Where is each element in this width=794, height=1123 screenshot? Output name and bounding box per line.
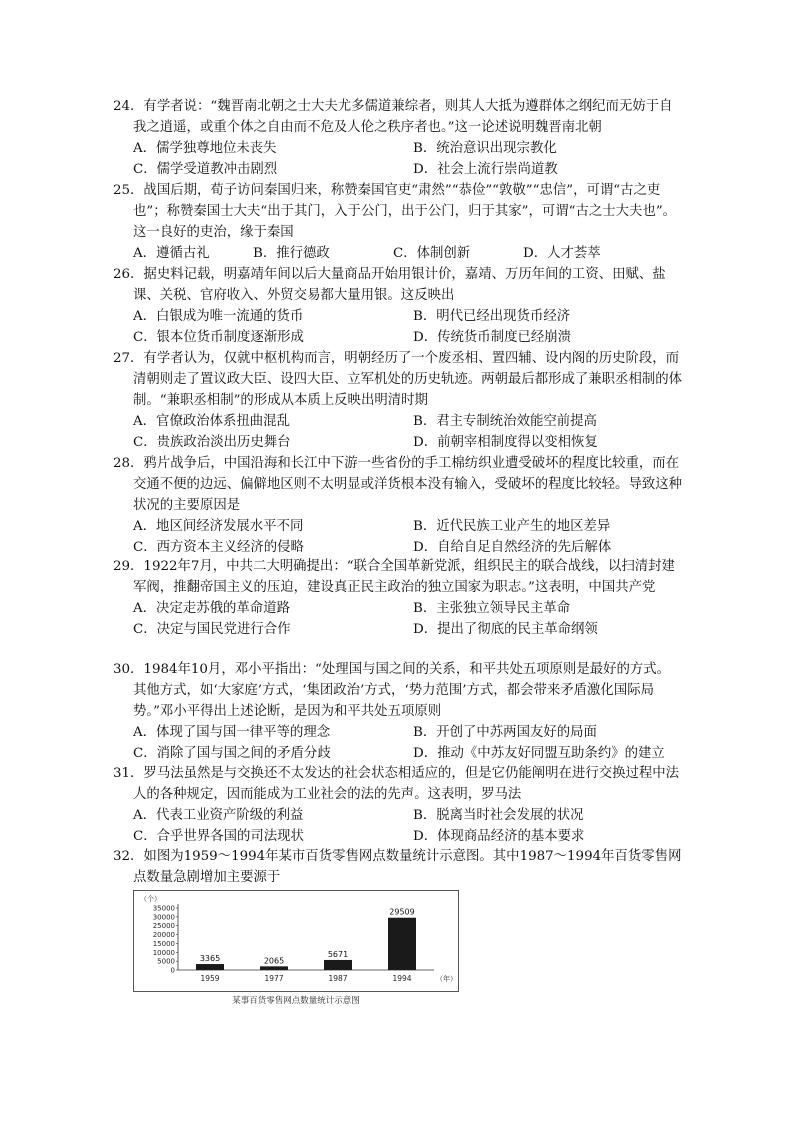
question-32 — [113, 846, 683, 888]
option-b[interactable]: B．君主专制统治效能空前提高 — [413, 414, 597, 429]
option-b[interactable]: B．开创了中苏两国友好的局面 — [413, 725, 597, 740]
option-a[interactable]: A．儒学独尊地位未丧失 — [133, 141, 277, 156]
y-tick-label: 10000 — [152, 948, 175, 957]
option-d[interactable]: D．社会上流行崇尚道教 — [413, 162, 558, 177]
question-27 — [113, 348, 683, 453]
options-row — [113, 411, 683, 432]
question-stem: 24．有学者说：“魏晋南北朝之士大夫尤多儒道兼综者，则其人大抵为遵群体之纲纪而无妨于自我之逍遥，或重个体之自由而不危及人伦之秩序者也。”这一论述说明魏晋南北朝 — [113, 99, 673, 135]
option-a[interactable]: A．地区间经济发展水平不同 — [133, 519, 304, 534]
y-tick-label: 25000 — [152, 922, 175, 931]
question-30 — [113, 659, 683, 764]
options-row — [113, 159, 683, 180]
x-axis-unit-label: （年） — [436, 975, 457, 983]
option-c[interactable]: C．银本位货币制度逐渐形成 — [133, 330, 304, 345]
option-c[interactable]: C．儒学受道教冲击剧烈 — [133, 162, 278, 177]
options-row — [113, 306, 683, 327]
x-tick-label: 1987 — [328, 974, 348, 983]
x-tick-label: 1994 — [392, 974, 412, 983]
option-d[interactable]: D．人才荟萃 — [523, 246, 601, 261]
question-25 — [113, 180, 683, 264]
bar — [324, 960, 352, 970]
question-stem: 30．1984年10月，邓小平指出：“处理国与国之间的关系，和平共处五项原则是最好的方式。其他方式，如‘大家庭’方式，‘集团政治’方式，‘势力范围’方式，都会带来矛盾激化国际局势。”邓小平得出上述论断，是因为和平共处五项原则 — [113, 662, 671, 719]
options-row — [113, 722, 683, 743]
bar — [388, 918, 416, 970]
bar — [260, 966, 288, 970]
retail-outlets-chart — [133, 890, 459, 1016]
options-row — [113, 598, 683, 619]
option-b[interactable]: B．推行德政 — [253, 246, 330, 261]
y-tick-label: 35000 — [152, 904, 175, 913]
question-stem: 27．有学者认为，仅就中枢机构而言，明朝经历了一个废丞相、置四辅、设内阁的历史阶段，而清朝则走了置议政大臣、设四大臣、立军机处的历史轨迹。两朝最后都形成了兼职丞相制的体制。“兼职丞相制”的形成从本质上反映出明清时期 — [113, 351, 683, 408]
chart-title: 某事百货零售网点数量统计示意图 — [232, 996, 360, 1006]
option-a[interactable]: A．官僚政治体系扭曲混乱 — [133, 414, 290, 429]
question-stem: 31．罗马法虽然是与交换还不太发达的社会状态相适应的，但是它仍能阐明在进行交换过程中法人的各种规定，因而能成为工业社会的法的先声。这表明，罗马法 — [113, 766, 680, 802]
x-tick-label: 1959 — [200, 974, 220, 983]
option-b[interactable]: B．脱离当时社会发展的状况 — [413, 808, 584, 823]
question-28 — [113, 453, 683, 558]
question-24 — [113, 96, 683, 180]
option-c[interactable]: C．消除了国与国之间的矛盾分歧 — [133, 746, 331, 761]
option-d[interactable]: D．体现商品经济的基本要求 — [413, 829, 585, 844]
option-b[interactable]: B．明代已经出现货币经济 — [413, 309, 571, 324]
option-d[interactable]: D．提出了彻底的民主革命纲领 — [413, 622, 598, 637]
option-d[interactable]: D．自给自足自然经济的先后解体 — [413, 540, 612, 555]
bar-chart-svg — [134, 891, 458, 991]
option-d[interactable]: D．推动《中苏友好同盟互助条约》的建立 — [413, 746, 665, 761]
option-b[interactable]: B．主张独立领导民主革命 — [413, 601, 571, 616]
option-d[interactable]: D．前朝宰相制度得以变相恢复 — [413, 435, 598, 450]
y-tick-label: 20000 — [152, 931, 175, 940]
options-row — [113, 432, 683, 453]
question-stem: 32．如图为1959～1994年某市百货零售网点数量统计示意图。其中1987～1994年百货零售网点数量急剧增加主要源于 — [113, 849, 682, 885]
options-row — [113, 619, 683, 640]
option-a[interactable]: A．白银成为唯一流通的货币 — [133, 309, 304, 324]
bar-value-label: 3365 — [199, 954, 221, 964]
question-29 — [113, 556, 683, 640]
option-d[interactable]: D．传统货币制度已经崩溃 — [413, 330, 572, 345]
y-tick-label: 15000 — [152, 939, 175, 948]
question-31 — [113, 763, 683, 847]
options-row — [113, 826, 683, 847]
option-b[interactable]: B．近代民族工业产生的地区差异 — [413, 519, 611, 534]
y-tick-label: 0 — [170, 966, 175, 975]
options-row — [113, 743, 683, 764]
y-tick-label: 30000 — [152, 913, 175, 922]
option-c[interactable]: C．合乎世界各国的司法现状 — [133, 829, 304, 844]
option-a[interactable]: A．体现了国与国一律平等的理念 — [133, 725, 331, 740]
question-26 — [113, 264, 683, 348]
bar — [196, 964, 224, 970]
options-row — [113, 537, 683, 558]
bar-value-label: 29509 — [389, 907, 415, 917]
option-a[interactable]: A．遵循古礼 — [133, 246, 210, 261]
options-row — [113, 805, 683, 826]
option-c[interactable]: C．决定与国民党进行合作 — [133, 622, 291, 637]
options-row — [113, 138, 683, 159]
option-c[interactable]: C．贵族政治淡出历史舞台 — [133, 435, 291, 450]
options-row — [113, 327, 683, 348]
options-row — [113, 516, 683, 537]
y-tick-label: 5000 — [157, 957, 175, 966]
chart-frame — [133, 890, 459, 992]
option-c[interactable]: C．西方资本主义经济的侵略 — [133, 540, 304, 555]
y-axis-unit-label: （个） — [140, 895, 161, 903]
question-stem: 29．1922年7月，中共二大明确提出：“联合全国革新党派，组织民主的联合战线，以扫清封建军阀，推翻帝国主义的压迫，建设真正民主政治的独立国家为职志。”这表明，中国共产党 — [113, 559, 675, 595]
option-a[interactable]: A．代表工业资产阶级的利益 — [133, 808, 304, 823]
option-a[interactable]: A．决定走苏俄的革命道路 — [133, 601, 290, 616]
question-stem: 26．据史料记载，明嘉靖年间以后大量商品开始用银计价，嘉靖、万历年间的工资、田赋、盐课、关税、官府收入、外贸交易都大量用银。这反映出 — [113, 267, 666, 303]
option-b[interactable]: B．统治意识出现宗教化 — [413, 141, 557, 156]
question-stem: 25．战国后期，荀子访问秦国归来，称赞秦国官吏“肃然”“恭俭”“敦敬”“忠信”，可谓“古之吏也”；称赞秦国士大夫“出于其门，入于公门，出于公门，归于其家”，可谓“古之士大夫也”。这一良好的吏治，缘于秦国 — [113, 183, 677, 240]
option-c[interactable]: C．体制创新 — [393, 246, 471, 261]
bar-value-label: 2065 — [263, 956, 285, 966]
bar-value-label: 5671 — [327, 949, 349, 959]
options-row — [113, 243, 683, 264]
question-stem: 28．鸦片战争后，中国沿海和长江中下游一些省份的手工棉纺织业遭受破坏的程度比较重，而在交通不便的边远、偏僻地区则不太明显或洋货根本没有输入，受破坏的程度比较轻。导致这种状况的主要原因是 — [113, 456, 683, 513]
x-tick-label: 1977 — [264, 974, 284, 983]
